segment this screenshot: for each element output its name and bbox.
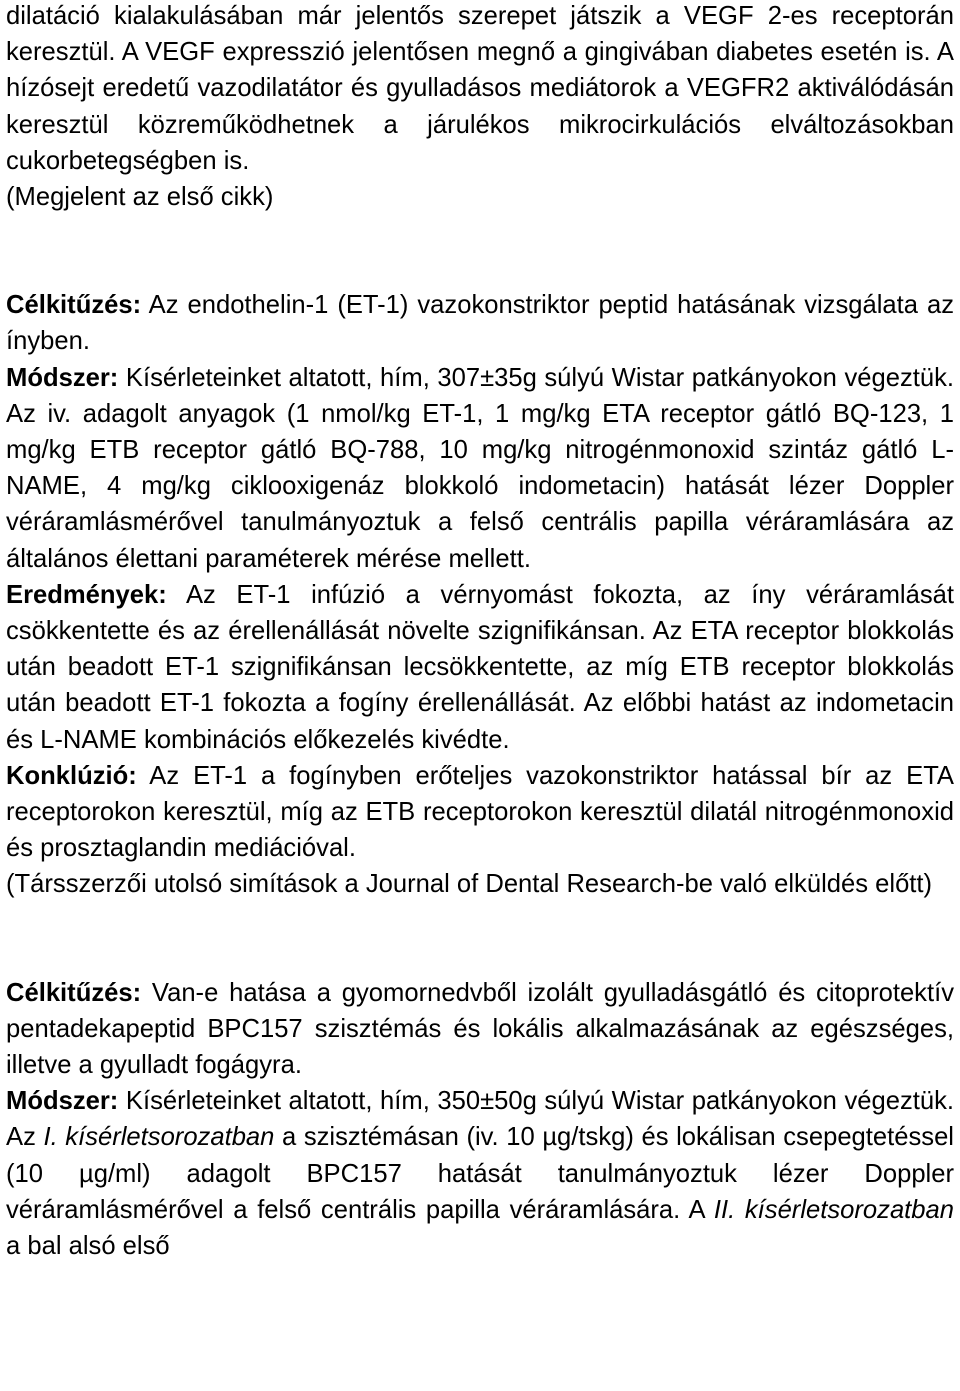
intro-paragraph xyxy=(6,0,954,215)
study2-method-text-2: a szisztémásan (iv. 10 µg/tskg) és lokálisan csepegtetéssel (10 µg/ml) adagolt BPC157 hatását tanulmányoztuk lézer Doppler véráramlásmérővel a felső centrális papilla véráramlására. A xyxy=(6,1123,954,1224)
section-spacer xyxy=(6,903,954,975)
study2-method xyxy=(6,1083,954,1264)
section-spacer xyxy=(6,215,954,287)
study2-series-one-label: I. kísérletsorozatban xyxy=(43,1123,275,1152)
intro-publication-note: (Megjelent az első cikk) xyxy=(6,183,274,212)
study1-aim xyxy=(6,287,954,359)
study1-results-label: Eredmények: xyxy=(6,580,167,609)
study1-status-note xyxy=(6,866,954,902)
study1-method-label: Módszer: xyxy=(6,363,119,392)
study1-method xyxy=(6,360,954,577)
study1-conclusion-text: Az ET-1 a fogínyben erőteljes vazokonstriktor hatással bír az ETA receptorokon keresztül, míg az ETB receptorokon keresztül dilatál nitrogénmonoxid és prosztaglandin mediációval. xyxy=(6,761,954,863)
study2-method-text-3: a bal alsó első xyxy=(6,1232,170,1261)
study2-method-label: Módszer: xyxy=(6,1087,119,1116)
study1-conclusion xyxy=(6,758,954,867)
study2-aim-label: Célkitűzés: xyxy=(6,978,142,1007)
study1-aim-label: Célkitűzés: xyxy=(6,291,142,320)
study1-conclusion-label: Konklúzió: xyxy=(6,761,137,790)
study2-series-two-label: II. kísérletsorozatban xyxy=(713,1195,954,1224)
study1-aim-text: Az endothelin-1 (ET-1) vazokonstriktor peptid hatásának vizsgálata az ínyben. xyxy=(6,291,954,356)
document-page xyxy=(6,0,954,1264)
study1-results xyxy=(6,577,954,758)
study1-note-text: (Társszerzői utolsó simítások a Journal of Dental Research-be való elküldés előtt) xyxy=(6,870,933,899)
study2-aim-text: Van-e hatása a gyomornedvből izolált gyulladásgátló és citoprotektív pentadekapeptid BPC157 szisztémás és lokális alkalmazásának az egészséges, illetve a gyulladt fogágyra. xyxy=(6,978,954,1080)
study1-results-text: Az ET-1 infúzió a vérnyomást fokozta, az íny véráramlását csökkentette és az érellenállását növelte szignifikánsan. Az ETA receptor blokkolás után beadott ET-1 szignifikánsan lecsökkentette, az míg ETB receptor blokkolás után beadott ET-1 fokozta a fogíny érellenállását. Az előbbi hatást az indometacin és L-NAME kombinációs előkezelés kivédte. xyxy=(6,580,954,754)
study2-aim xyxy=(6,975,954,1084)
intro-text: dilatáció kialakulásában már jelentős szerepet játszik a VEGF 2-es receptorán keresztül. A VEGF expresszió jelentősen megnő a gingivában diabetes esetén is. A hízósejt eredetű vazodilatátor és gyulladásos mediátorok a VEGFR2 aktiválódásán keresztül közreműködhetnek a járulékos mikrocirkulációs elváltozásokban cukorbetegségben is. xyxy=(6,2,954,175)
study2-method-text-1: Kísérleteinket altatott, hím, 350±50g súlyú Wistar patkányokon végeztük. Az xyxy=(6,1087,954,1152)
study1-method-text: Kísérleteinket altatott, hím, 307±35g súlyú Wistar patkányokon végeztük. Az iv. adagolt anyagok (1 nmol/kg ET-1, 1 mg/kg ETA receptor gátló BQ-123, 1 mg/kg ETB receptor gátló BQ-788, 10 mg/kg nitrogénmonoxid szintáz gátló L-NAME, 4 mg/kg ciklooxigenáz blokkoló indometacin) hatását lézer Doppler véráramlásmérővel tanulmányoztuk a felső centrális papilla véráramlására az általános élettani paraméterek mérése mellett. xyxy=(6,363,954,573)
